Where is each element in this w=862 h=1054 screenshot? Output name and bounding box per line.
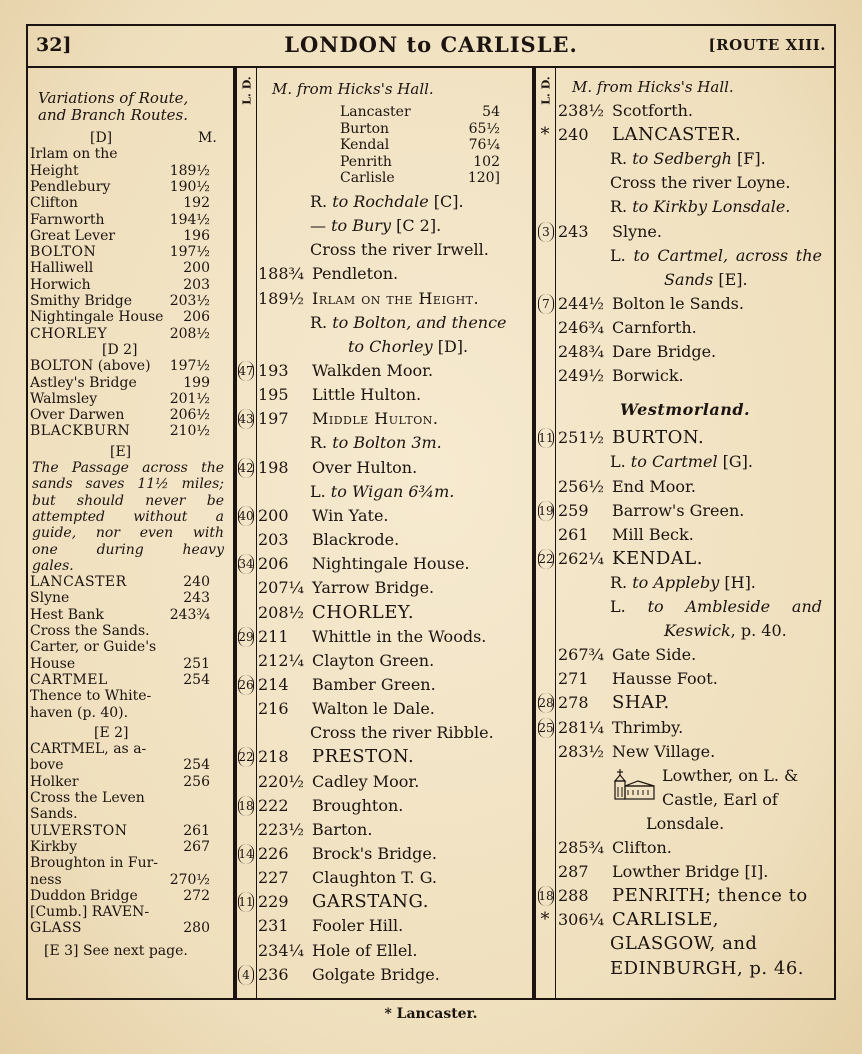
route-place: New Village. [612,741,716,761]
route-place: Over Hulton. [312,457,418,477]
route-place [610,596,822,618]
sidebar-item-name: GLASS [30,920,83,937]
sidebar-e-note-line: gales. [32,557,74,574]
route-place [610,451,753,473]
ld-asterisk: * [540,909,550,931]
route-place: Borwick. [612,366,684,386]
sidebar-item-name: Halliwell [30,260,94,277]
sidebar-item-distance: 201½ [169,390,210,407]
route-distance: 227 [258,868,289,888]
sidebar-item-name: haven (p. 40). [30,704,129,721]
sidebar-item-name: Clifton [30,195,78,212]
route-place: Carnforth. [612,317,697,337]
sidebar-item-name: Holker [30,773,79,790]
ld-number: 43 [238,412,254,427]
route-distance: 197 [258,409,289,429]
instruction-text: to Sedbergh [632,149,732,169]
route-place: Claughton T. G. [312,868,437,888]
route-place: Walton le Dale. [312,699,435,719]
instruction-ref: [C]. [433,191,464,211]
route-place: Broughton. [312,795,404,815]
ld-number: 18 [238,798,254,813]
route-place: GARSTANG. [312,891,429,913]
route-distance: 229 [258,892,289,912]
route-distance: 198 [258,457,289,477]
instruction-text: to Bolton 3m. [332,433,442,453]
col2-heading [572,76,734,98]
sidebar-item-name: Kirkby [30,838,77,855]
route-place: SHAP. [612,692,670,714]
sidebar-item-distance: 254 [183,671,210,688]
sidebar-e-note-line: one during heavy [32,541,224,558]
sidebar-item-distance: 240 [183,574,210,591]
sidebar-item-name: Nightingale House [30,309,164,326]
route-place [310,432,442,454]
sidebar-item-name: Over Darwen [30,407,125,424]
route-distance: 287 [558,862,589,882]
instruction-prefix: R. [310,191,333,211]
instruction-text: Keswick [664,621,731,641]
route-distance: 281¼ [558,717,605,737]
route-place [664,620,787,642]
route-distance: 223½ [258,819,305,839]
sidebar-item-distance: 206 [183,309,210,326]
sidebar-item-name: Sands. [30,806,78,823]
ld-number: 28 [538,696,554,711]
sidebar-item-distance: 267 [183,838,210,855]
footnote: * Lancaster. [384,1006,478,1022]
instruction-prefix: L. [610,452,631,472]
route-place [610,148,766,170]
sidebar-section-label: [E 2] [94,724,129,741]
route-distance: 220½ [258,771,305,791]
mini-table-distance: 65½ [468,120,500,137]
route-place [310,312,507,334]
sidebar-item-distance: 208½ [169,325,210,342]
route-place: KENDAL. [612,547,703,569]
route-place: Bolton le Sands. [612,293,744,313]
instruction-prefix: R. [310,433,333,453]
route-distance: 238½ [558,101,605,120]
col2-heading-text: M. from Hicks's Hall. [572,78,734,96]
instruction-prefix: R. [310,312,333,332]
route-place: Blackrode. [312,530,400,550]
instruction-ref: [F]. [731,149,766,169]
sidebar-item-distance: 243¾ [169,606,210,623]
sidebar-item-distance: 256 [183,773,210,790]
route-distance: 285¾ [558,838,605,857]
sidebar-item-distance: 272 [183,887,210,904]
instruction-ref: [G]. [717,452,753,472]
sidebar-item-name: [Cumb.] RAVEN- [30,904,150,921]
col1-heading-text: M. from Hicks's Hall. [272,80,434,98]
route-column-2 [536,100,834,990]
route-place: Whittle in the Woods. [312,626,487,646]
instruction-ref: [C 2]. [396,215,442,235]
instruction-text: — to Bury [310,215,397,235]
sidebar-item-name: bove [30,757,64,774]
instruction-prefix: L. [610,245,634,265]
route-place: Pendleton. [312,264,399,284]
route-distance: 211 [258,626,289,646]
page-title: LONDON to CARLISLE. [284,32,578,57]
instruction-ref: [H]. [719,572,756,592]
ld-number: 22 [238,750,254,765]
route-place: End Moor. [612,476,696,496]
route-distance: 246¾ [558,317,605,337]
mini-table-name: Carlisle [340,170,395,186]
mini-table-distance: 102 [473,153,500,170]
mini-table-name: Lancaster [340,104,411,120]
route-place: GLASGOW, and [610,933,758,955]
instruction-text: to Kirkby Lonsdale. [632,197,791,217]
sidebar-item-name: Astley's Bridge [30,374,137,391]
sidebar-item-distance: 270½ [169,871,210,888]
sidebar-item-name: BOLTON (above) [30,358,151,375]
sidebar-section-label: [D 2] [102,341,138,358]
ld-number: 40 [238,508,254,523]
sidebar-item-distance: 254 [183,757,210,774]
route-distance: 195 [258,385,289,405]
route-place: Barrow's Green. [612,500,745,520]
instruction-text: to Chorley [348,336,433,356]
instruction-text: to Ambleside and [647,597,822,616]
mini-table-distance: 76¼ [468,137,500,153]
mini-table-name: Kendal [340,137,390,153]
route-distance: 244½ [558,293,605,313]
route-distance: 234¼ [258,940,305,960]
instruction-ref: , p. 40. [730,621,787,641]
sidebar-item-distance: 280 [183,920,210,937]
sidebar-item-distance: 197½ [169,244,210,261]
route-place: Clayton Green. [312,650,435,670]
sidebar-item-name: Irlam on the [30,146,118,163]
route-distance: 248¾ [558,342,605,361]
sidebar-heading-line: Variations of Route, [38,89,189,107]
route-place: Bamber Green. [312,674,436,694]
route-place: EDINBURGH, p. 46. [610,957,804,979]
col2-ld-heading: L. D. [539,76,553,105]
route-place: Thrimby. [612,717,684,737]
route-label: [ROUTE XIII. [708,36,826,54]
route-distance: 207¼ [258,578,305,598]
sidebar-item-name: CHORLEY [30,325,108,342]
route-distance: 203 [258,530,289,550]
page-header [26,24,836,68]
route-distance: 306¼ [558,910,605,930]
sidebar-item-name: CARTMEL, as a- [30,741,147,758]
sidebar-item-distance: 206½ [169,407,210,424]
route-distance: 256½ [558,476,605,496]
route-place: Cross the river Loyne. [610,173,791,193]
route-distance: 226 [258,844,289,863]
col1-ld-heading: L. D. [240,76,254,105]
route-place: Golgate Bridge. [312,964,440,984]
route-place: Mill Beck. [612,524,694,544]
page-number: 32] [36,34,72,56]
sidebar-item-name: BOLTON [30,244,97,261]
route-place: Hausse Foot. [612,669,718,689]
ld-number: 22 [538,551,554,566]
instruction-text: Sands [664,269,714,289]
ld-number: 11 [538,431,554,446]
route-place: PENRITH; thence to [612,885,808,907]
route-place: Nightingale House. [312,554,470,574]
sidebar-item-name: Slyne [30,590,70,607]
sidebar-item-distance: 210½ [169,423,210,440]
route-distance: 193 [258,361,289,380]
ld-number: 34 [238,557,254,572]
ld-number: 3 [542,224,550,239]
ld-number: 42 [238,460,254,475]
route-instruction [310,191,464,213]
instruction-ref: [E]. [713,269,748,289]
route-instruction: Cross the river Irwell. [310,240,489,260]
sidebar-heading-line: and Branch Routes. [38,106,188,124]
route-place: Hole of Ellel. [312,940,418,960]
instruction-prefix: L. [610,597,648,616]
route-distance: 231 [258,916,289,936]
route-place: Yarrow Bridge. [312,578,435,598]
route-distance: 249½ [558,366,605,386]
route-place: PRESTON. [312,746,415,768]
route-place: Little Hulton. [312,385,422,405]
route-place: Cadley Moor. [312,771,420,791]
instruction-prefix: R. [610,197,633,217]
route-place: Slyne. [612,221,662,241]
route-place [310,481,454,503]
sidebar-section-label: [E] [110,443,132,460]
sidebar-item-name: Hest Bank [30,606,104,623]
route-place [610,245,822,267]
route-place: Walkden Moor. [312,361,434,380]
route-distance: 283½ [558,741,605,761]
sidebar-item-distance: 261 [183,822,210,839]
route-place: Barton. [312,819,373,839]
church-icon [612,767,656,801]
route-column-1 [236,100,532,990]
sidebar-item-name: Duddon Bridge [30,887,138,904]
route-distance: 243 [558,221,589,241]
route-place: Lowther, on L. & [662,765,799,785]
sidebar-item-name: ness [30,871,62,888]
sidebar-item-distance: 199 [183,374,210,391]
sidebar-item-distance: 197½ [169,358,210,375]
sidebar-item-name: Cross the Sands. [30,623,150,639]
sidebar-item-name: Walmsley [30,390,98,407]
route-distance: 222 [258,795,289,815]
route-place: Clifton. [612,838,672,857]
route-place: Gate Side. [612,645,697,665]
route-place: CHORLEY. [312,601,415,623]
instruction-text: to Cartmel [630,452,718,472]
sidebar-item-name: Height [30,162,79,179]
instruction-text: to Cartmel, across the [633,245,823,265]
route-distance: 200 [258,505,289,525]
sidebar-section-label: [D] [90,130,113,146]
sidebar-item-name: Pendlebury [30,178,111,195]
route-distance: 251½ [558,428,605,448]
route-place: CARLISLE, [612,909,720,931]
route-distance: 236 [258,964,289,984]
instruction-prefix: R. [610,149,633,169]
ld-number: 26 [238,677,254,692]
route-instruction [310,215,441,237]
route-distance: 288 [558,886,589,906]
route-distance: 188¾ [258,264,305,284]
route-place: Brock's Bridge. [312,844,437,863]
route-distance: 267¾ [558,645,605,665]
sidebar-variations [30,70,230,995]
route-place: Middle Hulton. [312,409,439,429]
route-place: LANCASTER. [612,124,742,146]
route-place: BURTON. [612,427,705,449]
sidebar-item-distance: 190½ [169,178,210,195]
route-place: Scotforth. [612,101,694,120]
sidebar-item-distance: 196 [183,227,210,244]
route-place: Win Yate. [312,505,389,525]
sidebar-item-name: Carter, or Guide's [30,639,157,656]
sidebar-item-name: CARTMEL [30,671,108,688]
sidebar-item-name: House [30,655,76,672]
instruction-text: to Bolton, and thence [332,312,507,332]
route-distance: 218 [258,747,289,767]
mini-table-distance: 120] [467,170,500,186]
sidebar-e-note-line: but should never be [32,492,224,509]
ld-number: 7 [542,296,550,311]
sidebar-e-note-line: The Passage across the [32,460,224,476]
route-place: Fooler Hill. [312,916,404,936]
ld-number: 4 [242,967,250,982]
ld-number: 25 [538,720,554,735]
ld-number: 14 [238,847,254,861]
route-place: Dare Bridge. [612,342,717,361]
instruction-text: to Wigan 6¾m. [330,481,455,501]
instruction-text: to Rochdale [332,191,434,211]
instruction-text: to Appleby [632,572,720,592]
sidebar-item-distance: 243 [183,590,210,607]
sidebar-item-distance: 189½ [169,162,210,179]
sidebar-e3: [E 3] See next page. [44,942,188,959]
col1-heading [272,78,434,100]
sidebar-item-name: Thence to White- [30,688,152,705]
sidebar-item-distance: 194½ [169,211,210,228]
sidebar-item-distance: 200 [183,260,210,277]
sidebar-item-name: Cross the Leven [30,790,145,806]
route-distance: 271 [558,669,589,689]
sidebar-item-distance: 251 [183,655,210,672]
route-place [610,196,790,218]
route-distance: 259 [558,500,589,520]
sidebar-m-label: M. [198,130,217,146]
route-place [610,572,756,594]
ld-number: 11 [238,895,254,910]
sidebar-item-name: BLACKBURN [30,423,131,440]
route-distance: 212¼ [258,650,305,670]
sidebar-item-name: Farnworth [30,211,105,228]
sidebar-item-name: LANCASTER [30,574,127,591]
route-place [664,269,748,291]
route-distance: 262¼ [558,548,605,568]
sidebar-item-name: ULVERSTON [30,822,128,839]
route-distance: 278 [558,693,589,713]
ld-asterisk: * [540,124,550,146]
mini-table-distance: 54 [482,104,500,120]
instruction-prefix: L. [310,481,331,501]
route-place: Lowther Bridge [I]. [612,862,769,882]
sidebar-item-distance: 203½ [169,293,210,309]
route-place: Castle, Earl of [662,789,778,809]
route-distance: 208½ [258,602,305,622]
ld-number: 47 [238,364,254,378]
church-drawing [612,767,656,801]
sidebar-item-distance: 192 [183,195,210,212]
sidebar-item-name: Horwich [30,276,91,293]
mini-table-name: Burton [340,120,390,137]
sidebar-item-name: Broughton in Fur- [30,855,159,872]
route-distance: 214 [258,674,289,694]
route-place: Irlam on the Height. [312,288,480,308]
route-distance: 189½ [258,288,305,308]
ld-number: 19 [538,503,554,518]
sidebar-e-note-line: sands saves 11½ miles; [32,476,224,493]
route-distance: 240 [558,125,589,145]
ld-number: 29 [238,629,254,644]
sidebar-item-name: Great Lever [30,227,116,244]
sidebar-e-note-line: attempted without a [32,508,224,525]
route-place: Westmorland. [620,400,751,420]
ld-number: 18 [538,889,554,904]
route-place: Cross the river Ribble. [310,723,494,743]
sidebar-item-name: Smithy Bridge [30,293,133,309]
sidebar-item-distance: 203 [183,276,210,293]
route-distance: 216 [258,699,289,719]
route-place [348,336,468,358]
route-distance: 206 [258,554,289,574]
instruction-prefix: R. [610,572,633,592]
route-place: Lonsdale. [646,813,725,833]
route-distance: 261 [558,524,589,544]
mini-table-name: Penrith [340,153,392,170]
sidebar-e-note-line: guide, nor even with [32,525,224,542]
instruction-ref: [D]. [432,336,469,356]
